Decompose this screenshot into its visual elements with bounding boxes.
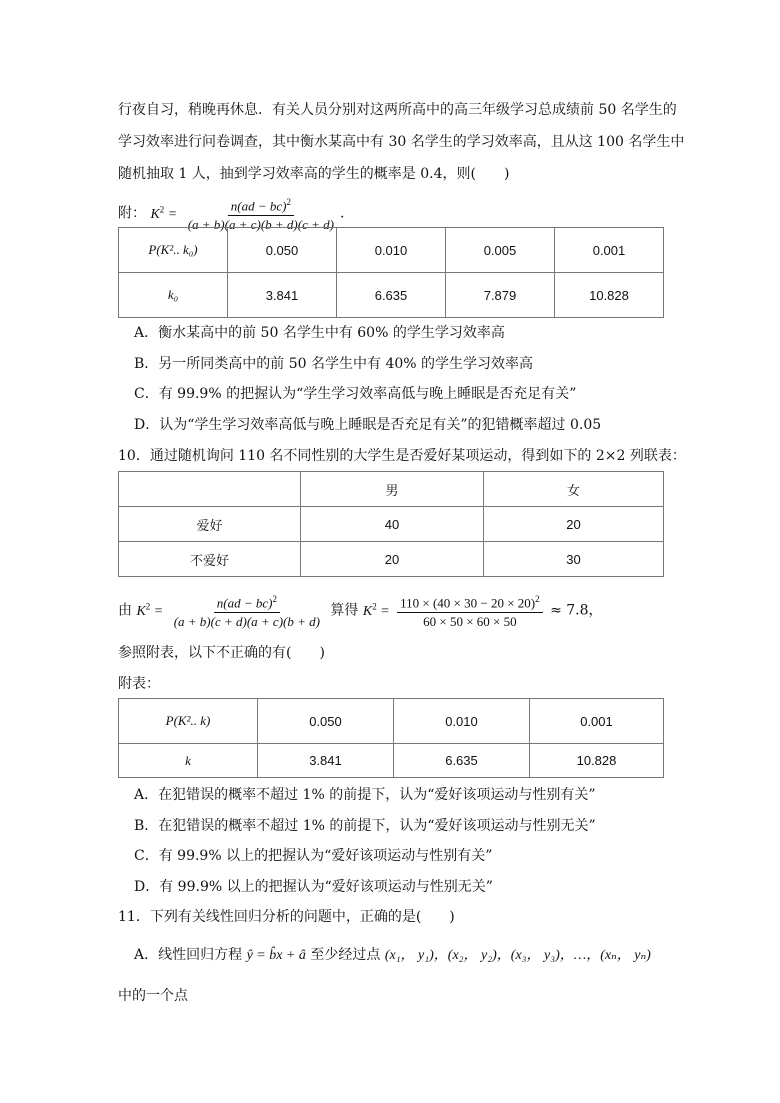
q10-option-c: C．有 99.9% 以上的把握认为“爱好该项运动与性别有关” [134, 848, 493, 864]
q10-option-d: D．有 99.9% 以上的把握认为“爱好该项运动与性别无关” [134, 879, 493, 895]
q10-table-cell: 40 [301, 507, 484, 542]
q10-attach-k-cell: 6.635 [394, 744, 530, 778]
q10-formula-fraction: $\frac{n(ad - bc)^2}{(a + b)(c + d)(a + c)(b + d)}$ [171, 591, 323, 630]
q9-attach-label: 附： [118, 205, 146, 222]
q10-formula [118, 588, 603, 630]
q9-table-p-cell: 0.001 [555, 228, 664, 273]
q10-table-row-label: 爱好 [119, 507, 301, 542]
q9-table-p-cell: 0.010 [337, 228, 446, 273]
q9-critical-value-table [118, 227, 664, 318]
q10-calc-k: $K^2$ = [362, 601, 390, 619]
q10-table-header-row [119, 472, 664, 507]
q10-attach-k-row [119, 744, 664, 778]
q11-option-a-prefix: A．线性回归方程 [134, 947, 243, 963]
q9-option-c: C．有 99.9% 的把握认为“学生学习效率高低与晚上睡眠是否充足有关” [134, 386, 577, 402]
q11-point-list: (x₁， y₁)，(x₂， y₂)，(x₃， y₃)，…，(xₙ， yₙ) [384, 948, 651, 963]
q9-line-1: 行夜自习，稍晚再休息．有关人员分别对这两所高中的高三年级学习总成绩前 50 名学生的 [118, 102, 677, 118]
q10-attach-p-cell: 0.010 [394, 699, 530, 744]
q10-formula-k: $K^2$ = [136, 601, 164, 619]
q9-formula: 附： $K^2$ = $\frac{n(ad - bc)^2}{(a + b)(a + c)(b + d)(c + d)}$ . [118, 191, 344, 233]
q9-table-k-head: k₀ [119, 273, 228, 318]
q10-calc-fraction: $\frac{110 \times (40 \times 30 - 20 \times 20)^2}{60 \times 50 \times 60 \times 50}$ [397, 591, 543, 630]
q10-attach-k-cell: 3.841 [258, 744, 394, 778]
q9-table-k-cell: 3.841 [228, 273, 337, 318]
q11-option-a [134, 945, 651, 966]
q10-table-corner [119, 472, 301, 507]
q9-table-k-cell: 7.879 [446, 273, 555, 318]
q9-table-p-cell: 0.005 [446, 228, 555, 273]
q10-table-cell: 20 [484, 507, 664, 542]
q10-option-b: B．在犯错误的概率不超过 1% 的前提下，认为“爱好该项运动与性别无关” [134, 818, 596, 834]
q10-table-col-male: 男 [301, 472, 484, 507]
q10-attach-k-cell: 10.828 [530, 744, 664, 778]
q10-attach-p-cell: 0.050 [258, 699, 394, 744]
q10-attach-table [118, 698, 664, 778]
q10-attach-p-head: P(K².. k) [119, 699, 258, 744]
q10-calc-result: ≈ 7.8， [550, 602, 603, 619]
q9-option-d: D．认为“学生学习效率高低与晚上睡眠是否充足有关”的犯错概率超过 0.05 [134, 417, 602, 433]
q10-contingency-table [118, 471, 664, 577]
q10-table-cell: 20 [301, 542, 484, 577]
q9-option-b: B．另一所同类高中的前 50 名学生中有 40% 的学生学习效率高 [134, 356, 534, 372]
q10-table-cell: 30 [484, 542, 664, 577]
q9-option-a: A．衡水某高中的前 50 名学生中有 60% 的学生学习效率高 [134, 325, 505, 341]
q10-stem: 10．通过随机询问 110 名不同性别的大学生是否爱好某项运动，得到如下的 2×2 列联表： [118, 448, 686, 464]
q11-option-a-continued: 中的一个点 [118, 988, 188, 1004]
q10-attach-p-cell: 0.001 [530, 699, 664, 744]
q10-option-a: A．在犯错误的概率不超过 1% 的前提下，认为“爱好该项运动与性别有关” [134, 787, 596, 803]
q10-table-col-female: 女 [484, 472, 664, 507]
q11-regression-equation: ŷ = b̂x + â [246, 948, 306, 963]
q9-table-k-cell: 10.828 [555, 273, 664, 318]
q9-line-2: 学习效率进行问卷调查，其中衡水某高中有 30 名学生的学习效率高，且从这 100 名学生中 [118, 134, 685, 150]
q9-table-k-cell: 6.635 [337, 273, 446, 318]
q10-formula-mid: 算得 [330, 602, 359, 619]
q9-formula-k: $K^2$ = [150, 204, 178, 222]
q9-table-p-row [119, 228, 664, 273]
q10-table-row-dislike [119, 542, 664, 577]
q10-formula-prefix: 由 [118, 602, 132, 619]
q10-attach-p-row [119, 699, 664, 744]
q9-line-3: 随机抽取 1 人，抽到学习效率高的学生的概率是 0.4，则( ) [118, 166, 510, 182]
q9-table-p-head: P(K².. k₀) [119, 228, 228, 273]
q9-table-k-row [119, 273, 664, 318]
q9-formula-fraction: $\frac{n(ad - bc)^2}{(a + b)(a + c)(b + d)(c + d)}$ [185, 194, 337, 233]
q10-attach-label: 附表： [118, 676, 160, 692]
q11-stem: 11．下列有关线性回归分析的问题中，正确的是( ) [118, 909, 455, 925]
q11-option-a-mid: 至少经过点 [310, 947, 381, 963]
q9-table-p-cell: 0.050 [228, 228, 337, 273]
q10-table-row-like [119, 507, 664, 542]
q10-table-row-label: 不爱好 [119, 542, 301, 577]
q10-ref-line: 参照附表，以下不正确的有( ) [118, 645, 325, 661]
q10-attach-k-head: k [119, 744, 258, 778]
